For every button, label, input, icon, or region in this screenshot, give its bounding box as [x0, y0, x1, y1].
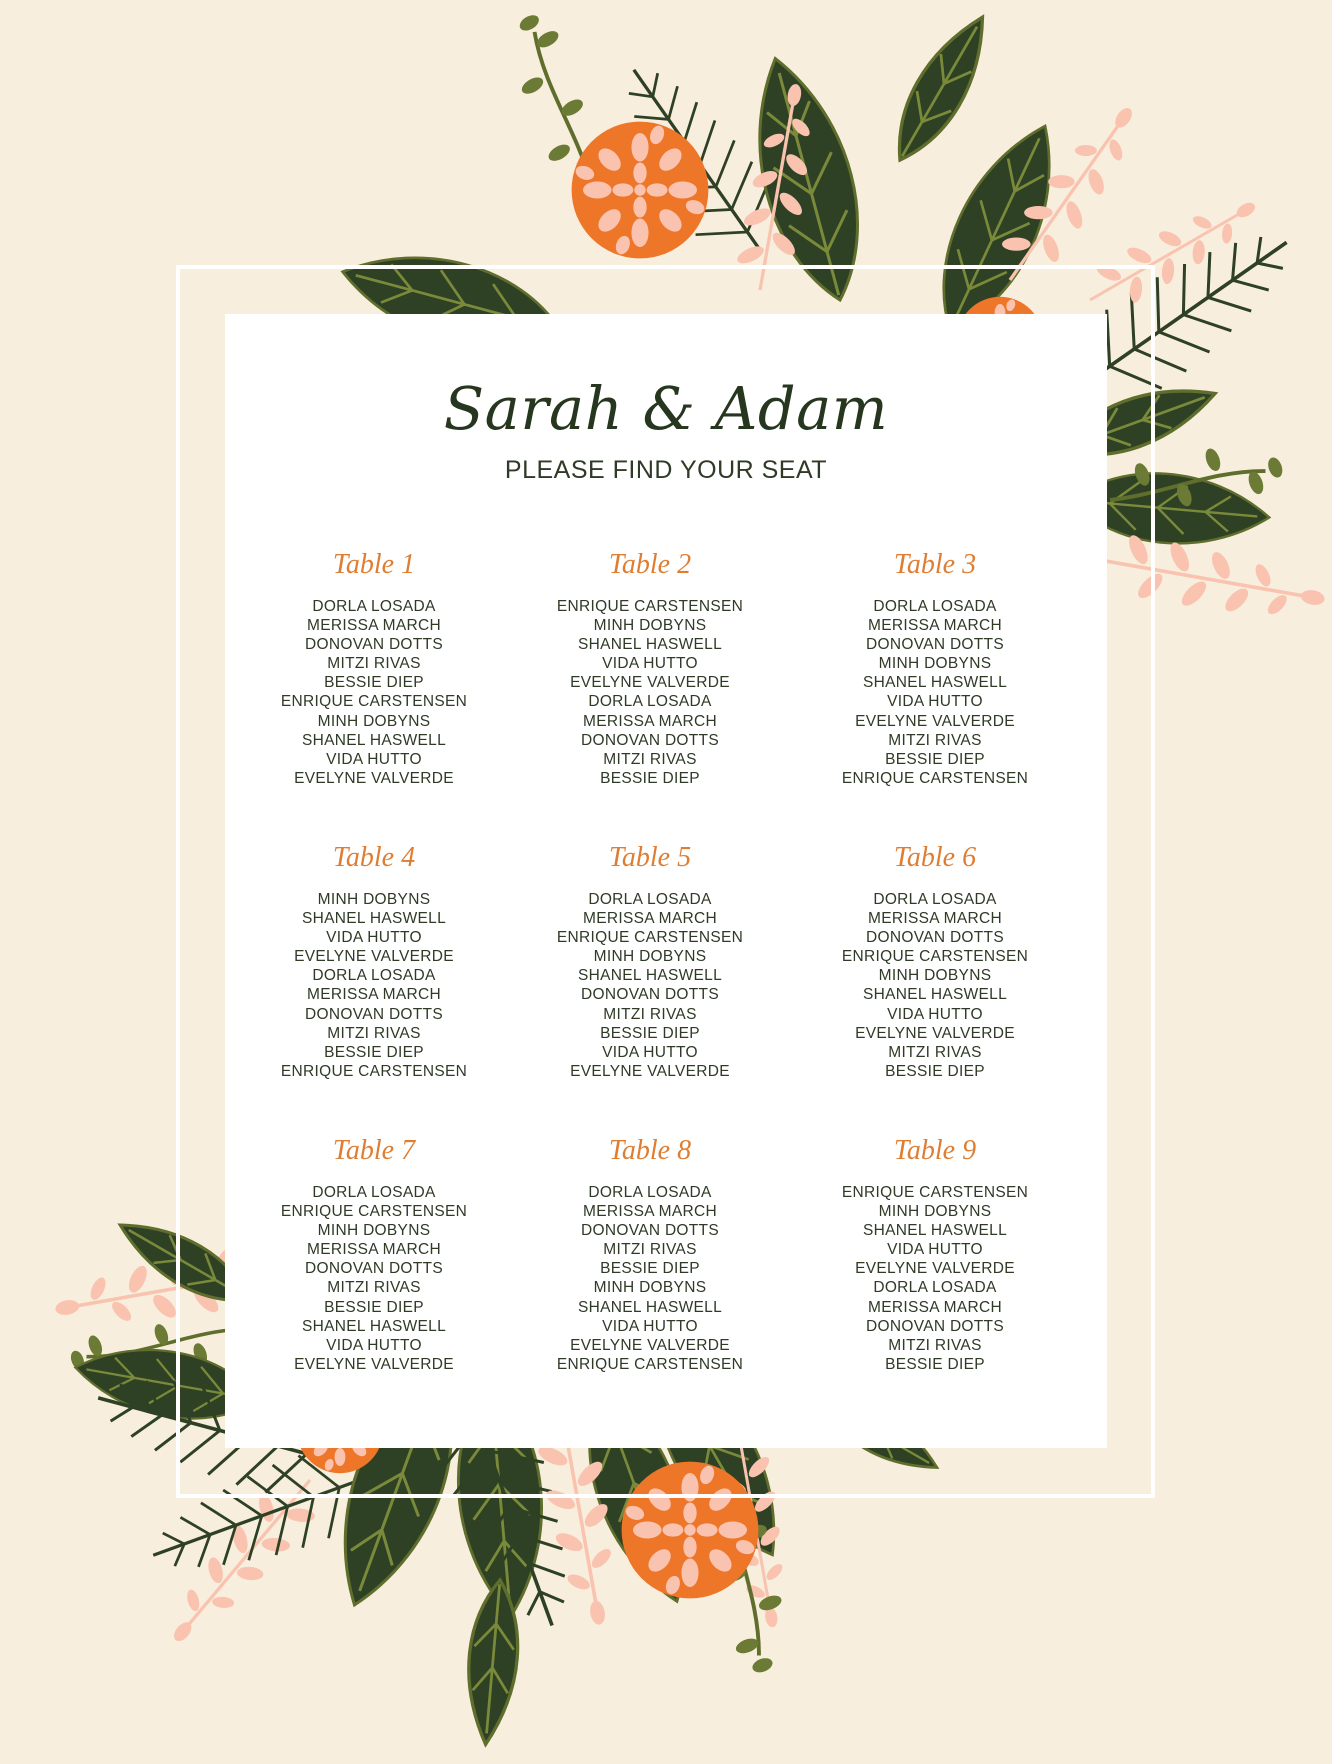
table-block-3: [785, 547, 1085, 840]
guest-name: MERISSA MARCH: [868, 617, 1002, 635]
guest-name: SHANEL HASWELL: [577, 967, 723, 985]
guest-list: [785, 890, 1085, 1081]
guest-name: DONOVAN DOTTS: [581, 986, 719, 1004]
guest-name: MITZI RIVAS: [603, 750, 697, 768]
guest-list: [515, 597, 785, 788]
guest-name: BESSIE DIEP: [324, 1298, 424, 1316]
table-name: Table 8: [608, 1135, 692, 1166]
guest-name: ENRIQUE CARSTENSEN: [556, 929, 744, 947]
table-block-4: [233, 840, 515, 1133]
guest-name: BESSIE DIEP: [324, 1043, 424, 1061]
guest-name: DORLA LOSADA: [873, 598, 997, 615]
guest-name: ENRIQUE CARSTENSEN: [280, 1203, 468, 1221]
guest-list: [785, 597, 1085, 788]
guest-list: [233, 597, 515, 788]
guest-name: DONOVAN DOTTS: [866, 1317, 1004, 1335]
guest-name: MERISSA MARCH: [307, 986, 441, 1004]
guest-name: ENRIQUE CARSTENSEN: [556, 1355, 744, 1373]
guest-name: EVELYNE VALVERDE: [570, 1062, 730, 1080]
table-block-5: [515, 840, 785, 1133]
guest-name: SHANEL HASWELL: [577, 1298, 723, 1316]
guest-name: ENRIQUE CARSTENSEN: [841, 1184, 1029, 1201]
table-block-2: [515, 547, 785, 840]
tables-grid: [225, 547, 1115, 1426]
table-name: Table 6: [893, 842, 977, 873]
guest-name: VIDA HUTTO: [887, 1005, 983, 1023]
guest-name: MITZI RIVAS: [327, 655, 421, 673]
guest-list: [785, 1183, 1085, 1374]
guest-name: EVELYNE VALVERDE: [294, 769, 454, 787]
guest-name: VIDA HUTTO: [326, 929, 422, 947]
guest-list: [233, 890, 515, 1081]
guest-name: EVELYNE VALVERDE: [855, 1260, 1015, 1278]
guest-name: MINH DOBYNS: [878, 967, 992, 985]
guest-name: DORLA LOSADA: [588, 891, 712, 908]
guest-name: EVELYNE VALVERDE: [570, 674, 730, 692]
guest-name: MITZI RIVAS: [888, 1336, 982, 1354]
guest-name: VIDA HUTTO: [326, 1336, 422, 1354]
guest-name: MERISSA MARCH: [868, 910, 1002, 928]
guest-name: EVELYNE VALVERDE: [294, 948, 454, 966]
guest-name: DONOVAN DOTTS: [866, 929, 1004, 947]
guest-name: MINH DOBYNS: [878, 655, 992, 673]
guest-name: SHANEL HASWELL: [301, 1317, 447, 1335]
table-name: Table 1: [332, 549, 416, 580]
guest-name: BESSIE DIEP: [324, 674, 424, 692]
guest-name: BESSIE DIEP: [600, 1260, 700, 1278]
guest-list: [515, 1183, 785, 1374]
guest-name: DORLA LOSADA: [873, 891, 997, 908]
guest-name: DORLA LOSADA: [873, 1279, 997, 1297]
guest-name: ENRIQUE CARSTENSEN: [841, 948, 1029, 966]
guest-name: MERISSA MARCH: [868, 1298, 1002, 1316]
guest-name: VIDA HUTTO: [887, 693, 983, 711]
guest-name: SHANEL HASWELL: [862, 1222, 1008, 1240]
guest-name: DONOVAN DOTTS: [305, 636, 443, 654]
guest-name: MERISSA MARCH: [583, 910, 717, 928]
seat-instruction-subtitle: PLEASE FIND YOUR SEAT: [504, 456, 828, 484]
guest-name: DONOVAN DOTTS: [305, 1005, 443, 1023]
guest-name: MITZI RIVAS: [603, 1005, 697, 1023]
guest-name: DONOVAN DOTTS: [581, 731, 719, 749]
guest-name: BESSIE DIEP: [600, 1024, 700, 1042]
guest-name: ENRIQUE CARSTENSEN: [280, 1062, 468, 1080]
guest-name: MITZI RIVAS: [327, 1024, 421, 1042]
seating-card: [225, 314, 1107, 1448]
guest-name: DORLA LOSADA: [588, 1184, 712, 1201]
couple-names-title: Sarah & Adam: [443, 374, 889, 443]
guest-name: VIDA HUTTO: [887, 1241, 983, 1259]
guest-name: ENRIQUE CARSTENSEN: [280, 693, 468, 711]
guest-name: MINH DOBYNS: [317, 712, 431, 730]
guest-name: VIDA HUTTO: [602, 1043, 698, 1061]
guest-name: VIDA HUTTO: [602, 655, 698, 673]
guest-name: SHANEL HASWELL: [301, 910, 447, 928]
table-name: Table 2: [608, 549, 692, 580]
guest-name: MITZI RIVAS: [888, 1043, 982, 1061]
guest-name: MINH DOBYNS: [317, 1222, 431, 1240]
guest-name: MINH DOBYNS: [878, 1203, 992, 1221]
guest-name: DONOVAN DOTTS: [581, 1222, 719, 1240]
table-name: Table 9: [893, 1135, 977, 1166]
guest-name: DORLA LOSADA: [312, 598, 436, 615]
guest-name: MERISSA MARCH: [583, 712, 717, 730]
guest-name: MERISSA MARCH: [307, 617, 441, 635]
guest-name: DORLA LOSADA: [312, 967, 436, 985]
guest-name: ENRIQUE CARSTENSEN: [556, 598, 744, 615]
guest-name: MITZI RIVAS: [888, 731, 982, 749]
guest-name: EVELYNE VALVERDE: [570, 1336, 730, 1354]
guest-list: [515, 890, 785, 1081]
guest-name: BESSIE DIEP: [885, 1355, 985, 1373]
guest-name: MERISSA MARCH: [583, 1203, 717, 1221]
guest-name: EVELYNE VALVERDE: [855, 1024, 1015, 1042]
table-block-1: [233, 547, 515, 840]
guest-name: MINH DOBYNS: [593, 617, 707, 635]
guest-name: MINH DOBYNS: [317, 891, 431, 908]
guest-name: SHANEL HASWELL: [301, 731, 447, 749]
guest-name: MINH DOBYNS: [593, 948, 707, 966]
table-name: Table 7: [332, 1135, 416, 1166]
table-block-6: [785, 840, 1085, 1133]
guest-name: BESSIE DIEP: [885, 750, 985, 768]
table-name: Table 3: [893, 549, 977, 580]
guest-name: MINH DOBYNS: [593, 1279, 707, 1297]
guest-name: VIDA HUTTO: [326, 750, 422, 768]
guest-list: [233, 1183, 515, 1374]
guest-name: EVELYNE VALVERDE: [294, 1355, 454, 1373]
guest-name: DONOVAN DOTTS: [305, 1260, 443, 1278]
table-name: Table 4: [332, 842, 416, 873]
table-name: Table 5: [608, 842, 692, 873]
guest-name: DORLA LOSADA: [588, 693, 712, 711]
guest-name: ENRIQUE CARSTENSEN: [841, 769, 1029, 787]
table-block-7: [233, 1133, 515, 1426]
guest-name: BESSIE DIEP: [600, 769, 700, 787]
table-block-9: [785, 1133, 1085, 1426]
guest-name: DONOVAN DOTTS: [866, 636, 1004, 654]
guest-name: BESSIE DIEP: [885, 1062, 985, 1080]
guest-name: DORLA LOSADA: [312, 1184, 436, 1201]
guest-name: SHANEL HASWELL: [577, 636, 723, 654]
guest-name: MITZI RIVAS: [327, 1279, 421, 1297]
table-block-8: [515, 1133, 785, 1426]
guest-name: MITZI RIVAS: [603, 1241, 697, 1259]
guest-name: MERISSA MARCH: [307, 1241, 441, 1259]
guest-name: SHANEL HASWELL: [862, 986, 1008, 1004]
guest-name: EVELYNE VALVERDE: [855, 712, 1015, 730]
guest-name: VIDA HUTTO: [602, 1317, 698, 1335]
guest-name: SHANEL HASWELL: [862, 674, 1008, 692]
